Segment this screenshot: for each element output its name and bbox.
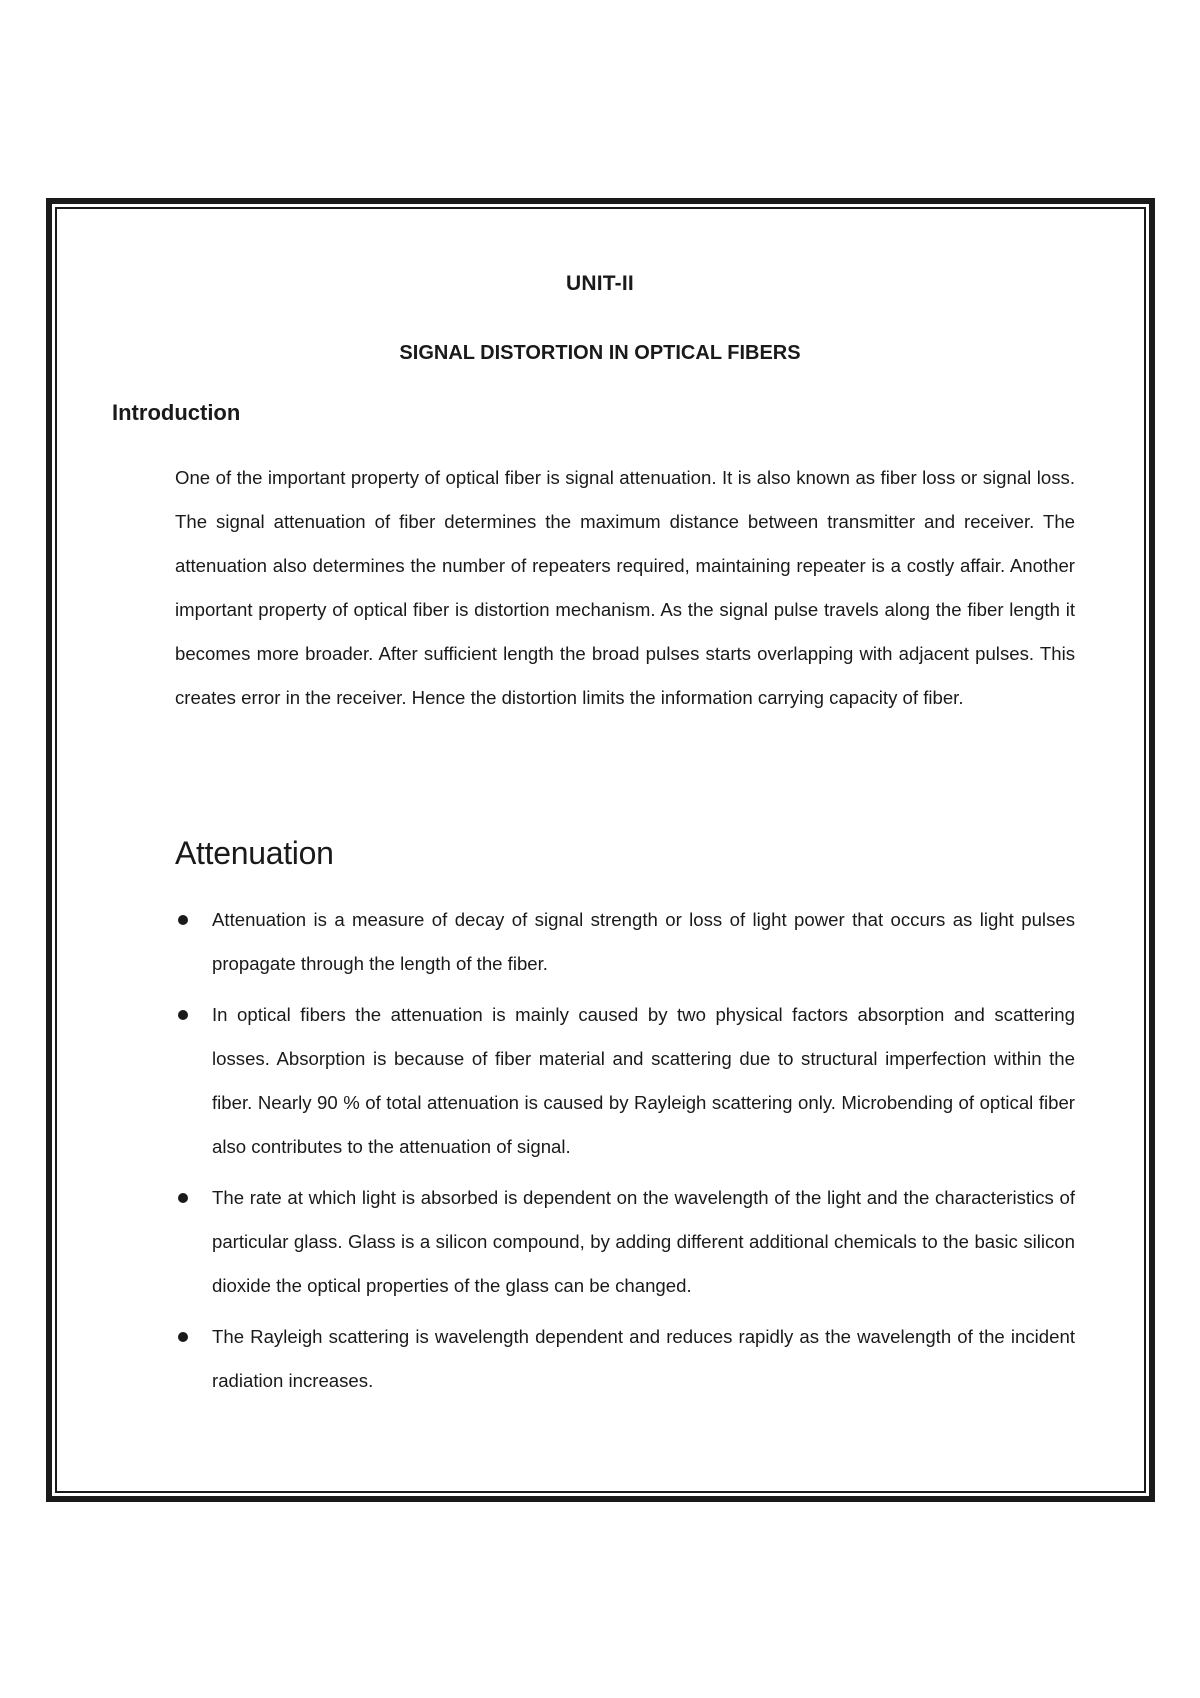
- bullet-text: The rate at which light is absorbed is dependent on the wavelength of the light and the characteristics of particular glass. Glass is a silicon compound, by adding different additional chemicals to the basic silicon dioxide the optical properties of the glass can be changed.: [212, 1187, 1075, 1296]
- introduction-heading: Introduction: [112, 400, 241, 425]
- attenuation-heading: Attenuation: [175, 835, 334, 871]
- bullet-item: [175, 993, 1075, 1169]
- bullet-text: In optical fibers the attenuation is mainly caused by two physical factors absorption and scattering losses. Absorption is because of fiber material and scattering due to structural imperfection within the fiber. Nearly 90 % of total attenuation is caused by Rayleigh scattering only. Microbending of optical fiber also contributes to the attenuation of signal.: [212, 1004, 1075, 1157]
- bullet-item: [175, 1315, 1075, 1403]
- unit-title: UNIT-II: [566, 272, 634, 295]
- bullet-text: The Rayleigh scattering is wavelength dependent and reduces rapidly as the wavelength of the incident radiation increases.: [212, 1326, 1075, 1391]
- attenuation-bullet-list: [175, 898, 1075, 1410]
- bullet-text: Attenuation is a measure of decay of signal strength or loss of light power that occurs as light pulses propagate through the length of the fiber.: [212, 909, 1075, 974]
- bullet-icon: [178, 915, 188, 925]
- bullet-icon: [178, 1193, 188, 1203]
- bullet-icon: [178, 1010, 188, 1020]
- bullet-item: [175, 898, 1075, 986]
- bullet-item: [175, 1176, 1075, 1308]
- document-title: SIGNAL DISTORTION IN OPTICAL FIBERS: [399, 342, 801, 364]
- bullet-icon: [178, 1332, 188, 1342]
- introduction-paragraph: One of the important property of optical fiber is signal attenuation. It is also known as fiber loss or signal loss. The signal attenuation of fiber determines the maximum distance between transmitter and receiver. The attenuation also determines the number of repeaters required, maintaining repeater is a costly affair. Another important property of optical fiber is distortion mechanism. As the signal pulse travels along the fiber length it becomes more broader. After sufficient length the broad pulses starts overlapping with adjacent pulses. This creates error in the receiver. Hence the distortion limits the information carrying capacity of fiber.: [175, 467, 1075, 708]
